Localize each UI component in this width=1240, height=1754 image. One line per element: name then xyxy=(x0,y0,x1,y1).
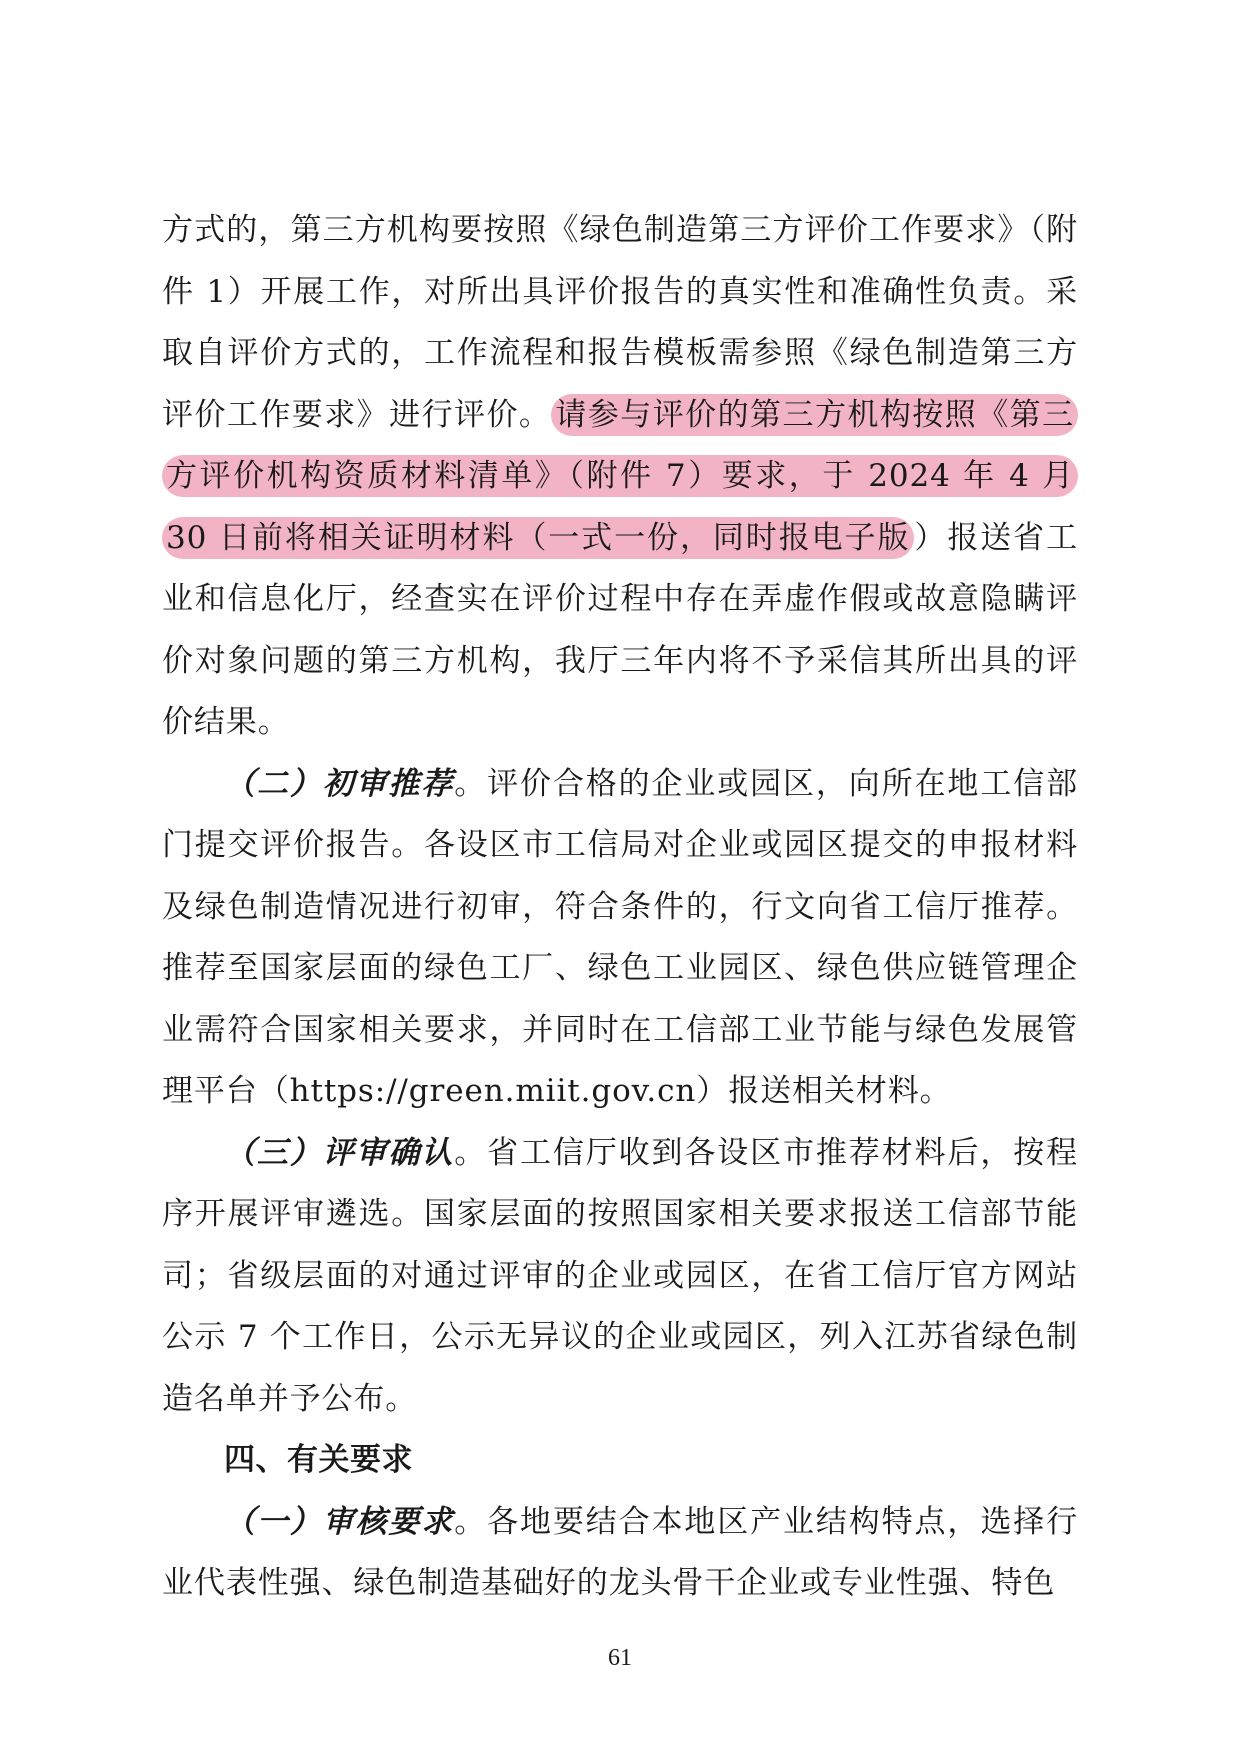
paragraph-text: 。评价合格的企业或园区，向所在地工信部门提交评价报告。各设区市工信局对企业或园区提交的申报材料及绿色制造情况进行初审，符合条件的，行文向省工信厅推荐。推荐至国家层面的绿色工厂、绿色工业园区、绿色供应链管理企业需符合国家相关要求，并同时在工信部工业节能与绿色发展管理平台（https://green.miit.gov.cn）报送相关材料。 xyxy=(162,765,1078,1109)
subsection-label: （二）初审推荐 xyxy=(224,765,455,802)
paragraph-preliminary-review xyxy=(162,754,1078,1123)
highlighted-text: 请参与评价的第三方机构按照《第三方评价机构资质材料清单》（附件 7）要求，于 2024 年 4 月 30 日前将相关证明材料（一式一份，同时报电子版 xyxy=(162,394,1078,559)
paragraph-text: ）报送省工业和信息化厅，经查实在评价过程中存在弄虚作假或故意隐瞒评价对象问题的第三方机构，我厅三年内将不予采信其所出具的评价结果。 xyxy=(162,519,1078,740)
paragraph-text: 。省工信厅收到各设区市推荐材料后，按程序开展评审遴选。国家层面的按照国家相关要求报送工信部节能司；省级层面的对通过评审的企业或园区，在省工信厅官方网站公示 7 个工作日，公示无异议的企业或园区，列入江苏省绿色制造名单并予公布。 xyxy=(162,1134,1078,1417)
paragraph-text: 方式的，第三方机构要按照《绿色制造第三方评价工作要求》（附件 1）开展工作，对所出具评价报告的真实性和准确性负责。采取自评价方式的，工作流程和报告模板需参照《绿色制造第三方评价工作要求》进行评价。 xyxy=(162,212,1078,433)
subsection-label: （三）评审确认 xyxy=(224,1134,455,1171)
paragraph-text: 。各地要结合本地区产业结构特点，选择行业代表性强、绿色制造基础好的龙头骨干企业或专业性强、特色 xyxy=(162,1503,1078,1601)
section-heading: 四、有关要求 xyxy=(224,1442,413,1478)
page-number: 61 xyxy=(608,1645,632,1671)
paragraph-audit-requirements xyxy=(162,1492,1078,1615)
subsection-label: （一）审核要求 xyxy=(224,1503,455,1540)
paragraph-evaluation-method xyxy=(162,200,1078,754)
document-body xyxy=(162,200,1078,1615)
paragraph-review-confirmation xyxy=(162,1123,1078,1431)
